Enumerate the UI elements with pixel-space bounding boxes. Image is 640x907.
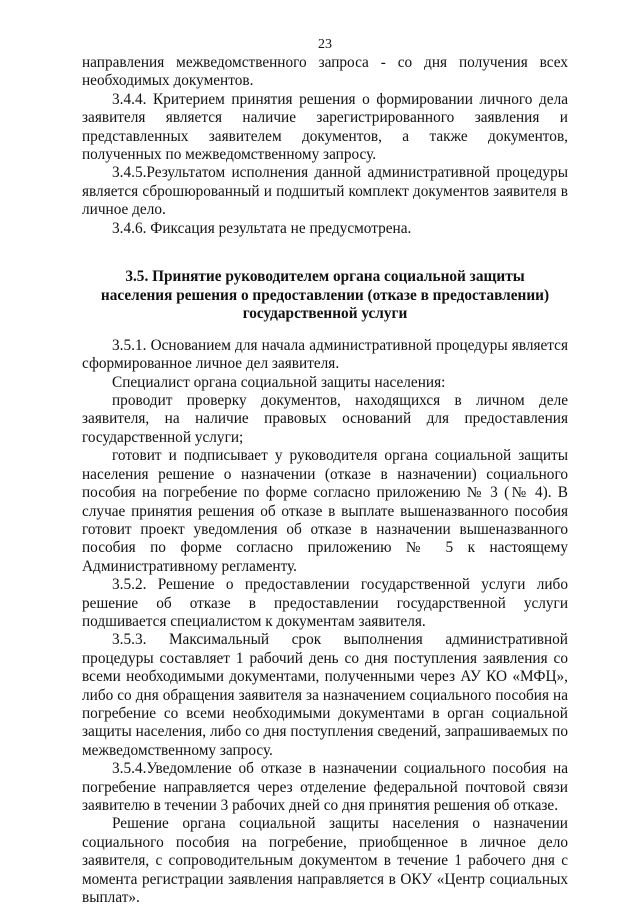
paragraph-3-5-3: 3.5.3. Максимальный срок выполнения административной процедуры составляет 1 рабочий день со дня поступления заявления со всеми необходимыми документами, полученными через АУ КО «МФЦ», либо со дня обращения заявителя за назначением социального пособия на погребение со всеми необходимыми документами в орган социальной защиты населения, либо со дня поступления сведений, запрашиваемых по межведомственному запросу. <box>82 631 568 759</box>
section-heading: 3.5. Принятие руководителем органа социальной защиты населения решения о предоставлении (отказе в предоставлении) государственной услуги <box>100 268 550 323</box>
page-number: 23 <box>318 37 332 52</box>
paragraph-3-5-1: 3.5.1. Основанием для начала административной процедуры является сформированное личное дел заявителя. <box>82 336 568 373</box>
paragraph-specialist: Специалист органа социальной защиты населения: <box>112 373 446 391</box>
paragraph-3-4-6: 3.4.6. Фиксация результата не предусмотрена. <box>112 219 412 237</box>
spacer <box>82 324 568 337</box>
paragraph-continuation: направления межведомственного запроса - со дня получения всех необходимых документов. <box>82 54 568 90</box>
paragraph-3-4-4: 3.4.4. Критерием принятия решения о формировании личного дела заявителя является наличие зарегистрированного заявления и представленных заявителем документов, а также документов, полученных по межведомственному запросу. <box>82 90 568 164</box>
paragraphs-before-heading <box>82 54 568 238</box>
paragraph-check-documents: проводит проверку документов, находящихся в личном деле заявителя, на наличие правовых оснований для предоставления государственной услуги; <box>82 392 568 446</box>
paragraphs-after-heading <box>82 337 568 907</box>
paragraph-decision-forwarding: Решение органа социальной защиты населения о назначении социального пособия на погребение, приобщенное в личное дело заявителя, с сопроводительным документом в течение 1 рабочего дня с момента регистрации заявления направляется в ОКУ «Центр социальных выплат». <box>82 815 568 907</box>
spacer <box>82 238 568 268</box>
paragraph-prepare-decision: готовит и подписывает у руководителя органа социальной защиты населения решение о назначении (отказе в назначении) социального пособия на погребение по форме согласно приложению № 3 (№ 4). В случае принятия решения об отказе в выплате вышеназванного пособия готовит проект уведомления об отказе в назначении вышеназванного пособия по форме согласно приложению № 5 к настоящему Административному регламенту. <box>82 447 568 575</box>
paragraph-3-5-4: 3.5.4.Уведомление об отказе в назначении социального пособия на погребение направляется через отделение федеральной почтовой связи заявителю в течении 3 рабочих дней со дня принятия решения об отказе. <box>82 760 568 814</box>
paragraph-3-4-5: 3.4.5.Результатом исполнения данной административной процедуры является сброшюрованный и подшитый комплект документов заявителя в личное дело. <box>82 164 568 219</box>
paragraph-3-5-2: 3.5.2. Решение о предоставлении государственной услуги либо решение об отказе в предоставлении государственной услуги подшивается специалистом к документам заявителя. <box>82 576 568 630</box>
